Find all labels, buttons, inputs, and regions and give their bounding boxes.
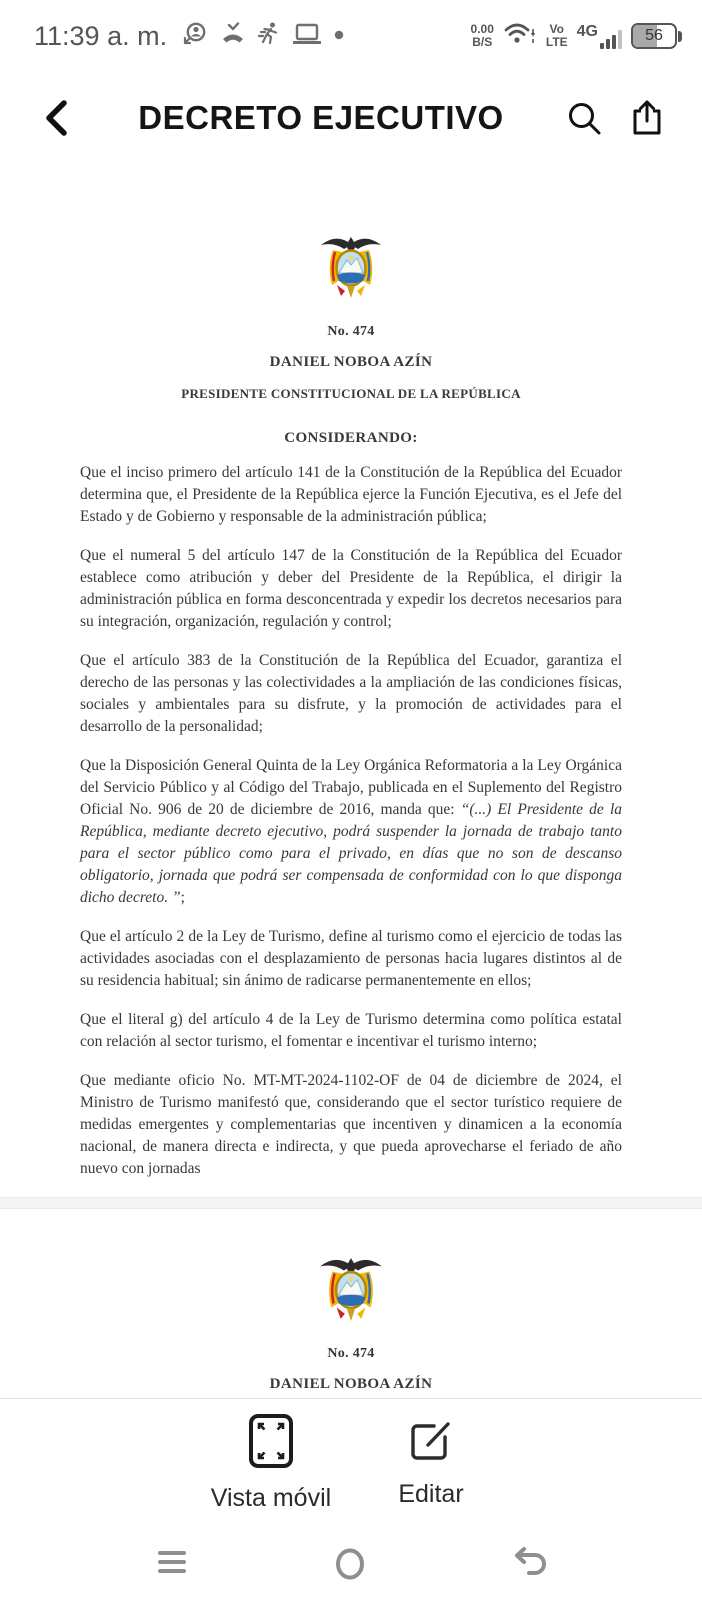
back-icon <box>43 99 69 137</box>
edit-icon <box>408 1419 454 1470</box>
paragraph: Que el artículo 383 de la Constitución de la República del Ecuador, garantiza el derecho de las personas y las colectividades a la ampliación de las condiciones físicas, sociales y ambientales para su disfrute, y la promoción de actividades para el desarrollo de la personalidad; <box>80 652 622 735</box>
president-title: PRESIDENTE CONSTITUCIONAL DE LA REPÚBLICA <box>181 386 521 401</box>
back-button[interactable] <box>36 99 76 137</box>
laptop-icon <box>293 23 321 50</box>
home-icon <box>334 1547 366 1581</box>
signal-bars-icon <box>600 29 622 49</box>
president-name: DANIEL NOBOA AZÍN <box>269 354 433 370</box>
mobile-view-icon <box>248 1413 294 1474</box>
bottom-toolbar <box>0 1398 702 1525</box>
page-break-divider <box>0 1197 702 1209</box>
decree-number: No. 474 <box>327 1346 375 1361</box>
nav-back-icon <box>511 1547 547 1579</box>
system-nav-bar <box>0 1525 702 1600</box>
paragraph: Que el inciso primero del artículo 141 de la Constitución de la República del Ecuador determina que, el Presidente de la República ejerce la Función Ejecutiva, es el Jefe del Estado y de Gobierno y responsable de la administración pública; <box>80 464 622 525</box>
status-bar <box>0 0 702 66</box>
document-page-1 <box>0 170 702 1197</box>
search-icon <box>566 100 602 136</box>
menu-button[interactable] <box>155 1547 189 1577</box>
missed-call-icon <box>221 22 245 51</box>
paragraph: Que el literal g) del artículo 4 de la Ley de Turismo determina como política estatal con relación al sector turismo, el fomentar e incentivar el turismo interno; <box>80 1011 622 1050</box>
app-header <box>0 66 702 170</box>
data-rate-unit: B/S <box>472 35 493 49</box>
search-button[interactable] <box>566 100 602 136</box>
mobile-view-button[interactable] <box>191 1413 351 1513</box>
document-page-2 <box>0 1209 702 1398</box>
president-name: DANIEL NOBOA AZÍN <box>269 1376 433 1392</box>
battery-percent: 56 <box>645 27 663 44</box>
battery-icon <box>631 23 677 49</box>
paragraph-lead: Que la Disposición General Quinta de la Ley Orgánica Reformatoria a la Ley Orgánica del Servicio Público y al Código del Trabajo, publicada en el Suplemento del Registro Oficial No. 906 de 20 de diciembre de 2016, manda que: <box>80 757 622 818</box>
system-status-icons <box>471 21 682 52</box>
decree-number: No. 474 <box>327 324 375 339</box>
mobile-view-label: Vista móvil <box>210 1484 332 1512</box>
volte-top: Vo <box>549 22 564 36</box>
paragraph-tail: ; <box>180 889 185 906</box>
network-type: 4G <box>576 23 598 40</box>
ecuador-coat-of-arms-icon <box>316 1253 386 1328</box>
paragraph <box>80 755 622 909</box>
runner-icon <box>258 22 280 51</box>
volte-indicator <box>546 23 568 49</box>
notification-icons <box>183 21 344 51</box>
signal-indicator <box>577 23 622 49</box>
battery-indicator <box>631 23 682 49</box>
paragraph-quote: “(...) El Presidente de la República, mediante decreto ejecutivo, podrá suspender la jornada de trabajo tanto para el sector público como para el privado, en días que no son de descanso obligatorio, jornada que podrá ser compensada de conformidad con lo que disponga dicho decreto. ” <box>80 801 622 906</box>
paragraph: Que mediante oficio No. MT-MT-2024-1102-OF de 04 de diciembre de 2024, el Ministro de Turismo manifestó que, considerando que el sector turístico requiere de medidas emergentes y complementarias que incentiven y dinamicen a la economía nacional, de manera directa e indirecta, y que pueda aprovecharse el feriado de año nuevo con jornadas <box>80 1072 622 1177</box>
document-body <box>80 462 622 1180</box>
wifi-icon <box>503 21 537 52</box>
data-rate <box>471 23 494 49</box>
home-button[interactable] <box>334 1547 366 1581</box>
menu-icon <box>155 1547 189 1577</box>
nav-back-button[interactable] <box>511 1547 547 1579</box>
battery-nub <box>678 31 682 42</box>
share-icon <box>630 99 664 137</box>
header-actions <box>566 99 664 137</box>
ecuador-coat-of-arms-icon <box>317 233 385 304</box>
page-title: DECRETO EJECUTIVO <box>138 99 504 136</box>
edit-label: Editar <box>398 1480 464 1508</box>
paragraph: Que el artículo 2 de la Ley de Turismo, define al turismo como el ejercicio de todas las actividades asociadas con el desplazamiento de personas hacia lugares distintos al de su residencia habitual; sin ánimo de radicarse permanentemente en ellos; <box>80 928 622 989</box>
paragraph: Que el numeral 5 del artículo 147 de la Constitución de la República del Ecuador establece como atribución y deber del Presidente de la República, el dirigir la administración pública en forma desconcentrada y expedir los decretos necesarios para su integración, organización, regulación y control; <box>80 547 622 630</box>
volte-bottom: LTE <box>545 35 568 49</box>
data-rate-value: 0.00 <box>470 22 494 36</box>
clock: 11:39 a. m. <box>34 20 168 51</box>
share-button[interactable] <box>630 99 664 137</box>
contact-arrow-icon <box>183 21 208 51</box>
edit-button[interactable] <box>351 1413 511 1509</box>
section-heading: CONSIDERANDO: <box>284 430 418 446</box>
notification-dot-icon <box>334 27 344 45</box>
